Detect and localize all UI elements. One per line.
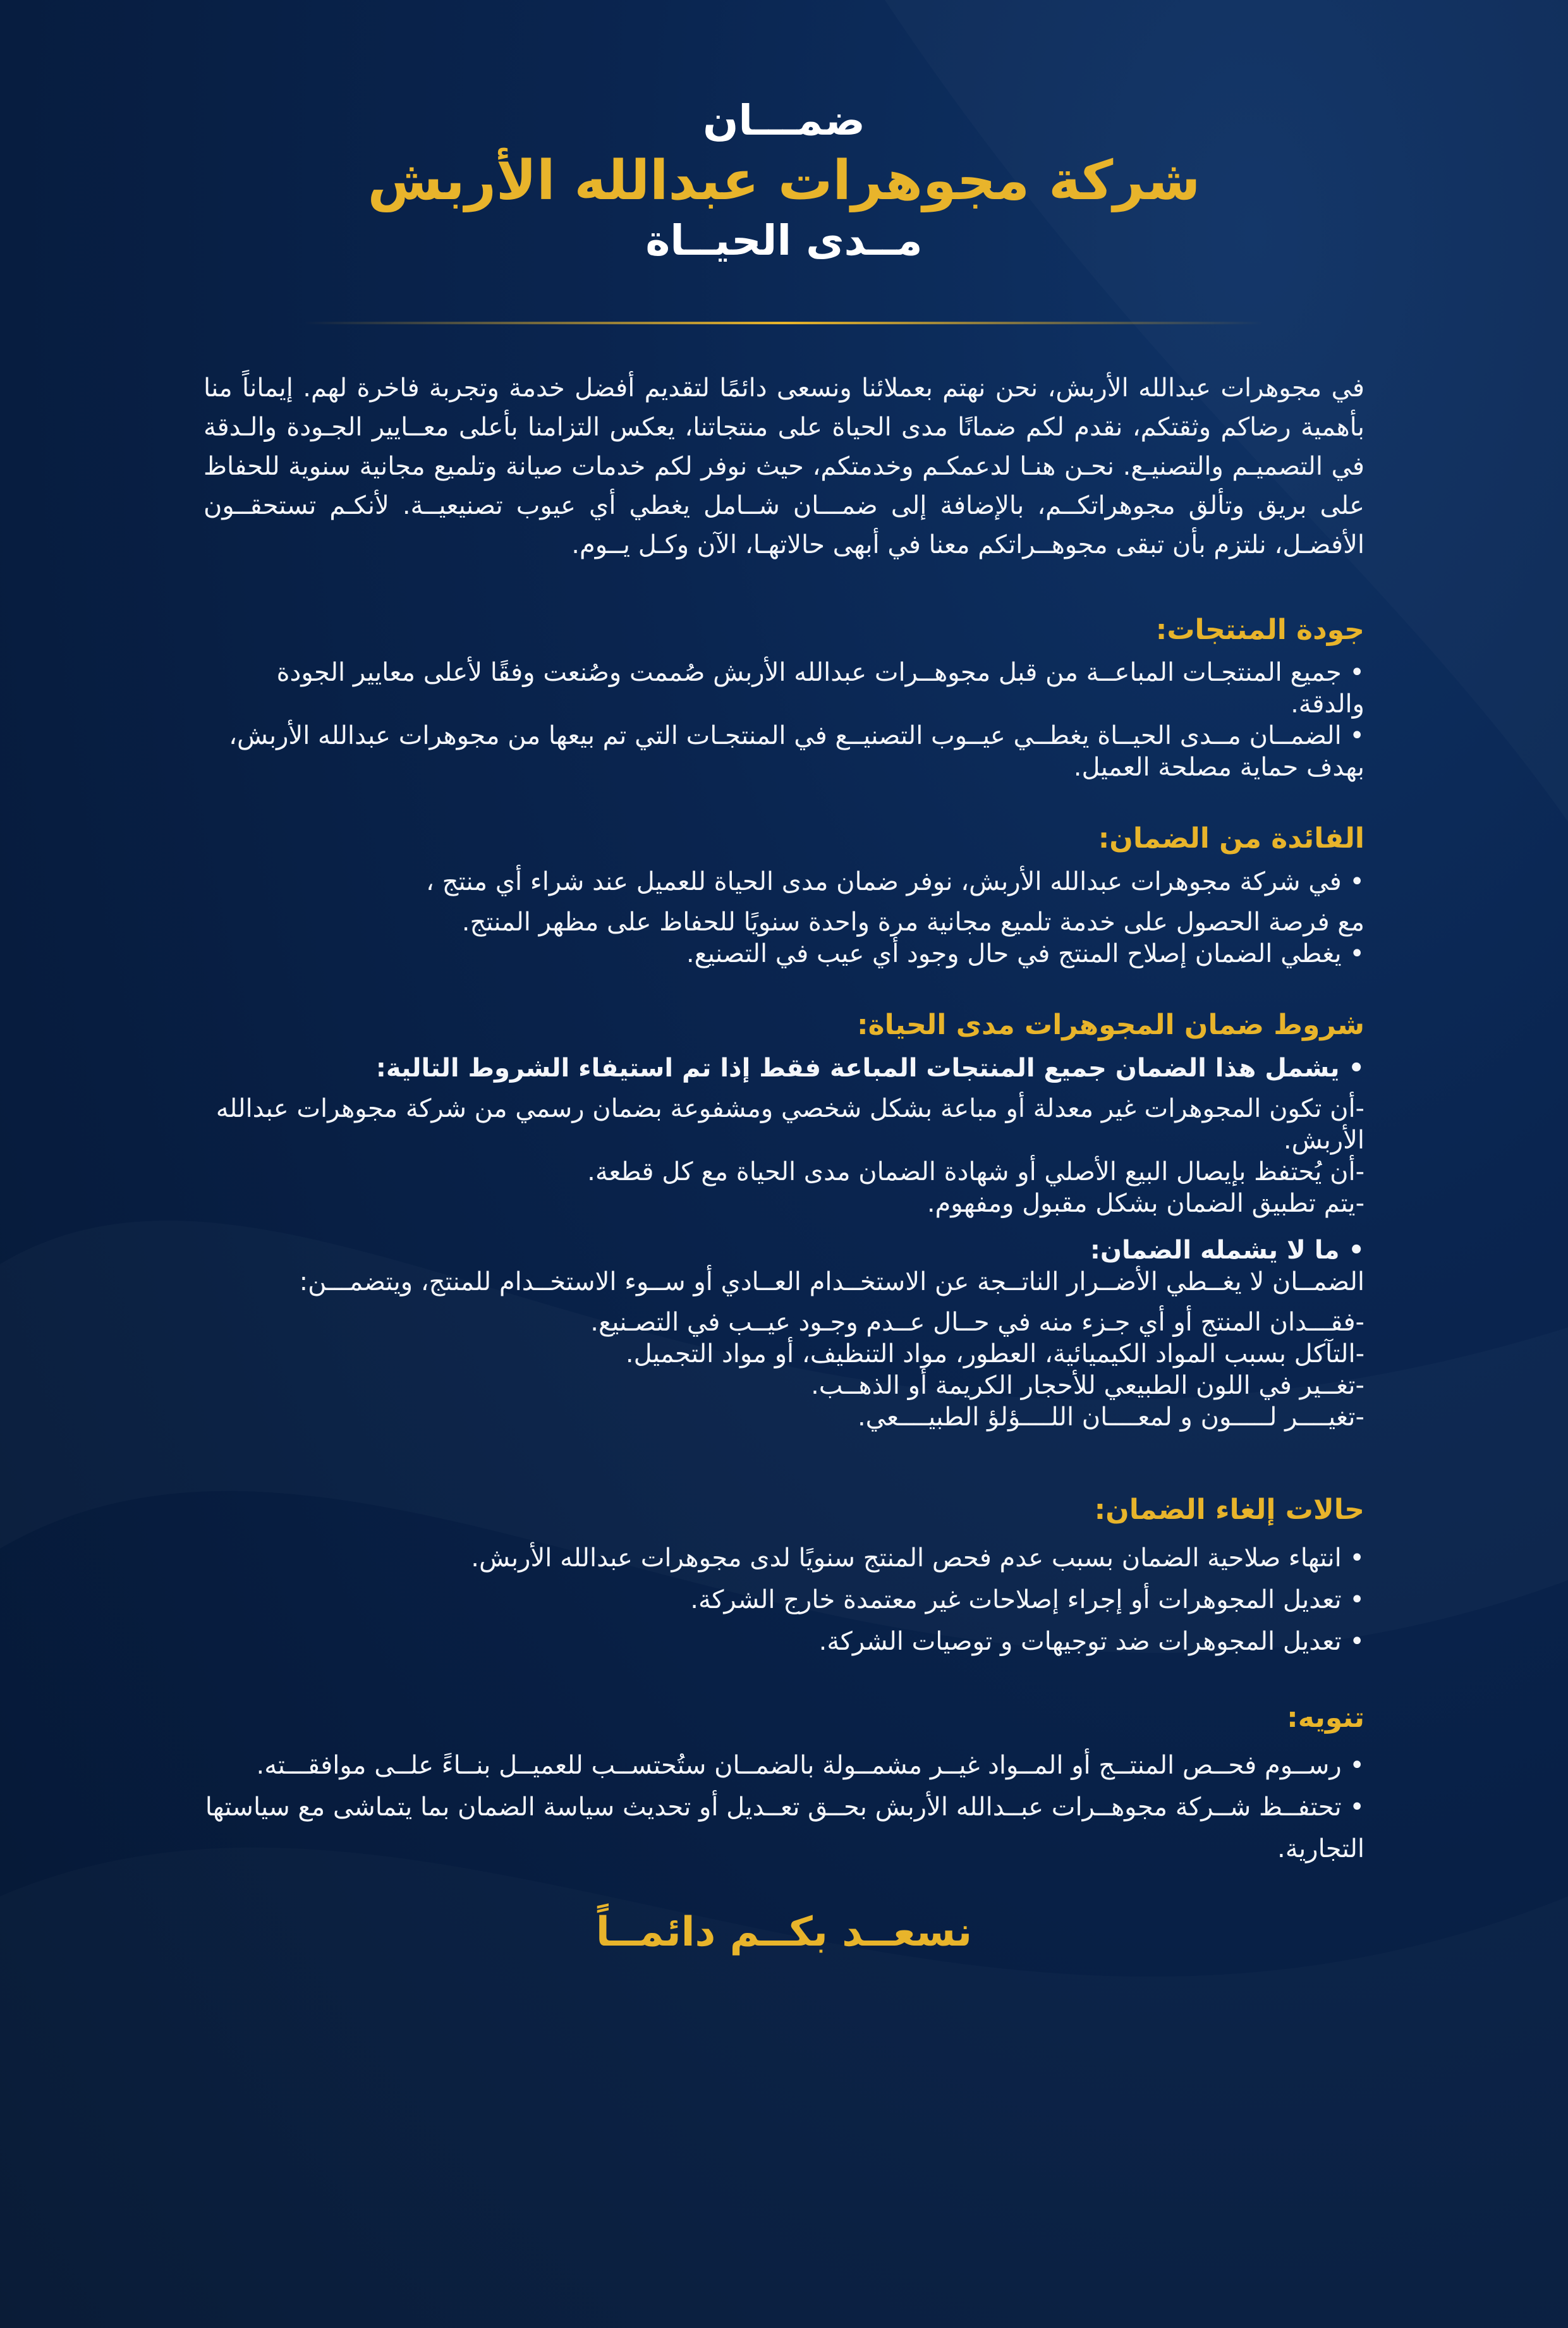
notice-item: • تحتفــظ شــركة مجوهــرات عبــدالله الأربش بحــق تعــديل أو تحديث سياسة الضمان بما يتماشى مع سياستها التجارية. <box>205 1793 1364 1864</box>
closing-slogan: نسعــد بكــم دائمــاً <box>595 1909 973 1956</box>
title-warranty: ضمـــان <box>703 96 865 145</box>
terms-condition: -أن يُحتفظ بإيصال البيع الأصلي أو شهادة الضمان مدى الحياة مع كل قطعة. <box>587 1157 1364 1186</box>
notice-item: • رســوم فحــص المنتــج أو المــواد غيــر مشمــولة بالضمــان ستُحتســب للعميــل بنــاءً علــى موافقـــته. <box>256 1751 1364 1781</box>
exclusions-heading: • ما لا يشمله الضمان: <box>1090 1235 1364 1265</box>
exclusion-item: -تغــير في اللون الطبيعي للأحجار الكريمة أو الذهــب. <box>811 1370 1364 1400</box>
exclusion-item: -التآكل بسبب المواد الكيميائية، العطور، مواد التنظيف، أو مواد التجميل. <box>625 1339 1364 1368</box>
gold-divider <box>304 322 1265 324</box>
benefit-item: • في شركة مجوهرات عبدالله الأربش، نوفر ضمان مدى الحياة للعميل عند شراء أي منتج ، <box>426 867 1364 897</box>
warranty-document <box>204 95 1364 1956</box>
heading-terms: شروط ضمان المجوهرات مدى الحياة: <box>857 1009 1364 1042</box>
exclusion-item: -تغيــــر لـــــون و لمعــــان اللــــؤلؤ الطبيــــعي. <box>857 1402 1364 1432</box>
heading-quality: جودة المنتجات: <box>1155 613 1364 646</box>
benefit-item: • يغطي الضمان إصلاح المنتج في حال وجود أي عيب في التصنيع. <box>686 939 1364 969</box>
intro-paragraph: في مجوهرات عبدالله الأربش، نحن نهتم بعملائنا ونسعى دائمًا لتقديم أفضل خدمة وتجربة فاخرة لهم. إيماناً منا بأهمية رضاكم وثقتكم، نقدم لكم ضمانًا مدى الحياة على منتجاتنا، يعكس التزامنا بأعلى معــايير الجـودة والـدقة في التصميـم والتصنيـع. نحـن هنـا لدعمكـم وخدمتكم، حيث نوفر لكم خدمات صيانة وتلميع مجانية سنوية للحفاظ على بريق وتألق مجوهراتكــم، بالإضافة إلى ضمـــان شــامل يغطي أي عيوب تصنيعيــة. لأنكـم تستحقــون الأفضـل، نلتزم بأن تبقى مجوهــراتكم معنا في أبهى حالاتهـا، الآن وكـل يــوم. <box>204 373 1364 559</box>
document-header <box>204 95 1364 267</box>
benefit-item: مع فرصة الحصول على خدمة تلميع مجانية مرة واحدة سنويًا للحفاظ على مظهر المنتج. <box>461 908 1364 937</box>
heading-benefit: الفائدة من الضمان: <box>1098 822 1364 855</box>
section-cancellation <box>204 1494 1364 1662</box>
cancellation-item: • تعديل المجوهرات أو إجراء إصلاحات غير معتمدة خارج الشركة. <box>690 1585 1364 1614</box>
heading-cancellation: حالات إلغاء الضمان: <box>1094 1493 1364 1526</box>
cancellation-item: • تعديل المجوهرات ضد توجيهات و توصيات الشركة. <box>818 1626 1364 1656</box>
quality-item: • الضمــان مــدى الحيــاة يغطــي عيــوب التصنيــع في المنتجـات التي تم بيعها من مجوهرات عبدالله الأربش، بهدف حماية مصلحة العميل. <box>229 721 1364 783</box>
title-lifetime: مــدى الحيــاة <box>645 216 923 265</box>
terms-condition: -يتم تطبيق الضمان بشكل مقبول ومفهوم. <box>927 1188 1364 1218</box>
terms-condition: -أن تكون المجوهرات غير معدلة أو مباعة بشكل شخصي ومشفوعة بضمان رسمي من شركة مجوهرات عبدالله الأربش. <box>216 1094 1364 1155</box>
heading-notice: تنويه: <box>1287 1701 1364 1734</box>
section-benefit <box>204 822 1364 970</box>
terms-lead: • يشمل هذا الضمان جميع المنتجات المباعة فقط إذا تم استيفاء الشروط التالية: <box>375 1053 1364 1083</box>
quality-item: • جميع المنتجـات المباعــة من قبل مجوهــرات عبدالله الأربش صُممت وصُنعت وفقًا لأعلى معايير الجودة والدقة. <box>276 658 1364 719</box>
exclusions-intro: الضمــان لا يغــطي الأضــرار الناتــجة عن الاستخــدام العــادي أو ســوء الاستخــدام للمنتج، ويتضمـــن: <box>299 1267 1364 1296</box>
section-quality <box>204 614 1364 784</box>
company-name: شركة مجوهرات عبدالله الأربش <box>367 149 1201 212</box>
exclusion-item: -فقـــدان المنتج أو أي جـزء منه في حــال عــدم وجـود عيــب في التصـنيع. <box>590 1307 1364 1337</box>
section-terms <box>204 1009 1364 1433</box>
section-notice <box>204 1702 1364 1870</box>
cancellation-item: • انتهاء صلاحية الضمان بسبب عدم فحص المنتج سنويًا لدى مجوهرات عبدالله الأربش. <box>471 1543 1364 1573</box>
